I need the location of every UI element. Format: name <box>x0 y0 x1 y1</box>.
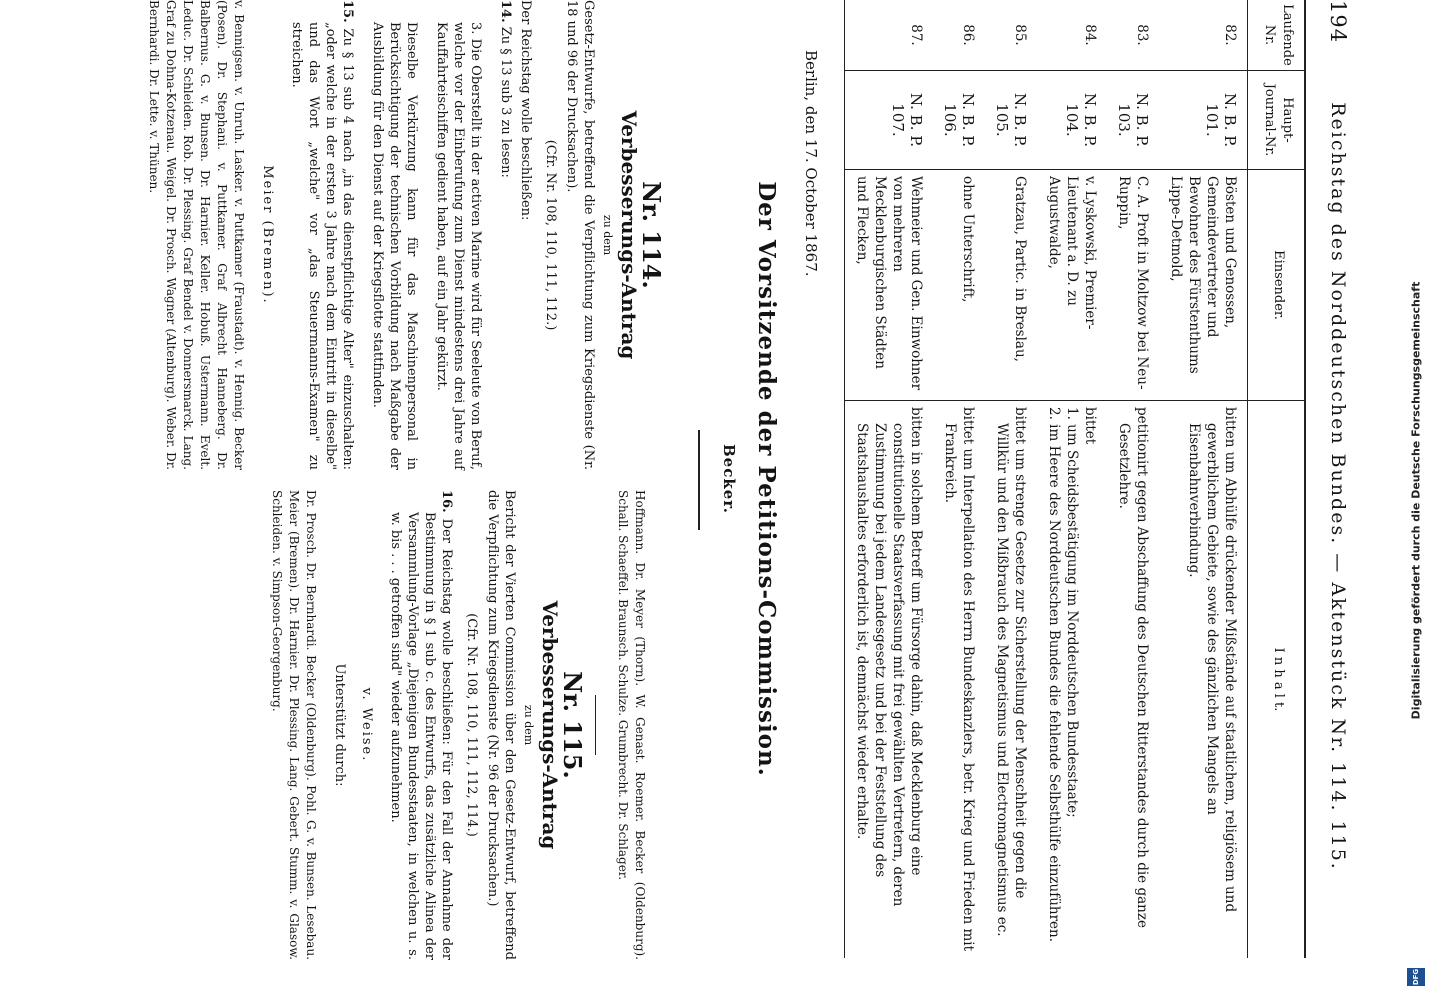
doc-114-item-14-text: 3. Die Oberstellt in der activen Marine wird für Seeleute von Beruf, welche vor der Einberufung zum Dienst mindestens drei Jahre auf Kauffahrteischiffen gedient haben, auf ein Jahr gekürzt. <box>434 22 483 470</box>
column-header-journal: Haupt-Journal-Nr. <box>1248 71 1306 170</box>
table-row <box>1107 0 1159 958</box>
cell-lfd: 82. <box>1222 24 1238 46</box>
doc-115-item-16 <box>387 490 455 960</box>
table-row <box>985 0 1037 958</box>
doc-115-reference: (Cfr. Nr. 108, 110, 111, 112, 114.) <box>464 613 479 837</box>
doc-114-lead: Der Reichstag wolle beschließen: <box>518 0 533 221</box>
doc-115-number: Nr. 115. <box>558 671 587 779</box>
table-row <box>1159 0 1248 958</box>
cell-sender: Gratzau, Partic. in Breslau, <box>985 170 1037 401</box>
table-row <box>1037 0 1107 958</box>
cell-journal: N. B. P. 103. <box>1107 71 1159 170</box>
content-line: bitten um Abhülfe drückender Mißstände auf staatlichem, religiösem und gewerblichem Gebiete, sowie des gänzlichen Mangels an Eisenbahnverbindung. <box>1186 407 1238 913</box>
content-line: bitten in solchem Betreff um Fürsorge dahin, daß Mecklenburg eine constitutionelle Staatsverfassung mit frei gewählten Vertretern, deren Zustimmung bei jedem Landesgesetz und bei der Feststellung des Staatshaushaltes erforderlich ist, demnächst wieder erhalte. <box>854 407 924 907</box>
doc-114-mover: Meier (Bremen). <box>260 165 275 305</box>
cell-content <box>1037 401 1107 959</box>
column-doc-114 <box>133 0 666 470</box>
doc-114-zu-dem: zu dem <box>601 214 614 256</box>
doc-114-item-14 <box>497 0 514 470</box>
cell-sender: v. Lyskowski, Premier-Lieutenant a. D. zu Augustwalde, <box>1037 170 1107 401</box>
page-number: 194 <box>1326 0 1350 44</box>
cell-lfd: 84. <box>1082 24 1098 46</box>
table-header-row <box>1248 0 1306 958</box>
cell-lfd: 83. <box>1134 24 1150 46</box>
cell-journal: N. B. P. 104. <box>1037 71 1107 170</box>
item-text: Der Reichstag wolle beschließen: Für den Fall der Annahme der Bestimmung in § 1 sub c. des Entwurfs, das zusätzliche Alinea der Versammlung-Vorlage „Diejenigen Bundesstaaten, in welchen u. s. w. bis . . . getroffen sind" wieder aufzunehmen. <box>388 512 454 960</box>
divider <box>698 430 700 530</box>
doc-115-intro: Bericht der Vierten Commission über den Gesetz-Entwurf, betreffend die Verpflichtung zum Kriegsdienste (Nr. 96 der Drucksachen.) <box>485 490 517 960</box>
rotated-document-page <box>12 0 1392 1000</box>
content-line: bittet <box>1082 407 1098 445</box>
item-number: 16. <box>439 490 454 513</box>
doc-114-signers: v. Bennigsen. v. Unruh. Lasker. v. Puttkamer (Fraustadt). v. Hennig. Becker (Posen). Dr. Stephani. v. Puttkamer. Graf Albrecht Hanneberg. Dr. Balbernus. G. v. Bunsen. Dr. Harnier. Keller. Hobuß. Ustermann. Evelt. Leduc. Dr. Schleiden. Rob. Dr. Plessing. Graf Bendel v. Donnersmarck. Lang. Graf zu Dohna-Kotzenau. Weigel. Dr. Prosch. Wagner (Altenburg). Weber. Dr. Bernhardi. Dr. Lette. v. Thünen. <box>147 0 246 470</box>
digitization-credit-text: Digitalisierung gefördert durch die Deutsche Forschungsgemeinschaft <box>1409 281 1423 719</box>
doc-114-item-15 <box>288 0 356 470</box>
doc-115-kind: Verbesserungs-Antrag <box>538 600 562 850</box>
cell-journal: N. B. P. 107. <box>845 71 934 170</box>
cell-sender: Wehmeier und Gen. Einwohner von mehreren Mecklenburgischen Städten und Flecken, <box>845 170 934 401</box>
cell-journal: N. B. P. 105. <box>985 71 1037 170</box>
item-number: 14. <box>498 0 513 23</box>
cell-content <box>1107 401 1159 959</box>
cell-lfd: 85. <box>1012 24 1028 46</box>
petitions-table <box>844 0 1306 958</box>
cell-content <box>845 401 934 959</box>
column-header-lfd: Laufende Nr. <box>1248 0 1306 71</box>
doc-115-support-label: Unterstützt durch: <box>332 663 347 787</box>
content-line: bittet um Interpellation des Herrn Bundeskanzlers, betr. Krieg und Frieden mit Frankreich. <box>942 407 976 952</box>
digitization-credit <box>1409 0 1423 1000</box>
cell-content <box>1159 401 1248 959</box>
doc-115-support-signers: Dr. Prosch. Dr. Bernhardi. Becker (Oldenburg). Pohl. G. v. Bunsen. Lesebau. Meier (Bremen). Dr. Harnier. Dr. Plessing. Lang. Gebert. Stumm. v. Glasow. Schleiden. v. Simpson-Georgenburg. <box>270 490 318 960</box>
doc-115-mover: v. Weise. <box>359 687 374 763</box>
doc-115-zu-dem: zu dem <box>522 704 535 746</box>
cell-journal: N. B. P. 106. <box>933 71 985 170</box>
signature-name: Becker. <box>720 443 738 515</box>
content-line: petitionirt gegen Abschaffung des Deutschen Ritterstandes durch die ganze Gesetzlehre. <box>1116 407 1150 928</box>
doc-114-reference: (Cfr. Nr. 108, 110, 111, 112.) <box>543 139 558 331</box>
doc-114-continued-signers: Hoffmann. Dr. Meyer (Thorn). W. Genast. Roemer. Becker (Oldenburg). Schall. Schaeffel. Braunsch. Schulze. Grumbrecht. Dr. Schlager. <box>616 490 647 960</box>
doc-114-number: Nr. 114. <box>637 181 666 289</box>
column-header-content: I n h a l t. <box>1248 401 1306 959</box>
cell-sender: ohne Unterschrift, <box>933 170 985 401</box>
content-line: 2. im Heere des Norddeutschen Bundes die fehlende Selbsthülfe einzuführen. <box>1046 407 1062 943</box>
table-row <box>845 0 934 958</box>
page-title: Reichstag des Norddeutschen Bundes. — Aktenstück Nr. 114. 115. <box>1327 102 1349 871</box>
cell-sender: Bösten und Genossen, Gemeindevertreter und Bewohner des Fürstenthums Lippe-Detmold, <box>1159 170 1248 401</box>
cell-content <box>933 401 985 959</box>
cell-content <box>985 401 1037 959</box>
signature-block <box>660 0 820 958</box>
running-head <box>1318 0 1358 960</box>
doc-114-intro: Gesetz-Entwurfe, betreffend die Verpflichtung zum Kriegsdienste (Nr. 18 und 96 der Drucksachen). <box>564 0 596 470</box>
item-number: 15. <box>340 0 355 23</box>
item-text: Zu § 13 sub 3 zu lesen: <box>498 26 513 178</box>
doc-114-kind: Verbesserungs-Antrag <box>617 110 641 360</box>
doc-114-item-14-text2: Dieselbe Verkürzung kann für das Maschinenpersonal in Berücksichtigung der technischen Vorbildung nach Maßgabe der Ausbildung für den Dienst auf der Kriegsflotte stattfinden. <box>370 22 419 470</box>
cell-sender: C. A. Proft in Moltzow bei Neu-Ruppin, <box>1107 170 1159 401</box>
column-header-sender: Einsender. <box>1248 170 1306 401</box>
dfg-logo-icon: DFG <box>1407 968 1425 986</box>
cell-journal: N. B. P. 101. <box>1159 71 1248 170</box>
divider <box>595 695 596 755</box>
table-row <box>933 0 985 958</box>
item-text: Zu § 13 sub 4 nach „in das dienstpflichtige Alter" einzuschalten: „oder welche in der ersten 3 Jahre nach dem Eintritt in dieselbe" und das Wort „welche" vor „das Steuermanns-Examen" zu streichen. <box>289 22 355 470</box>
column-doc-115 <box>256 490 660 960</box>
cell-lfd: 86. <box>960 24 976 46</box>
signature-title: Der Vorsitzende der Petitions-Commission. <box>753 181 780 777</box>
signature-date: Berlin, den 17. October 1867. <box>802 50 820 277</box>
content-line: 1. um Scheidsbestätigung im Norddeutschen Bundesstaate; <box>1064 407 1080 818</box>
cell-lfd: 87. <box>845 0 934 71</box>
content-line: bittet um strenge Gesetze zur Sicherstellung der Menschheit gegen die Willkür und den Mißbrauch des Magnetismus und Electromagnetismus ec. <box>994 407 1028 937</box>
